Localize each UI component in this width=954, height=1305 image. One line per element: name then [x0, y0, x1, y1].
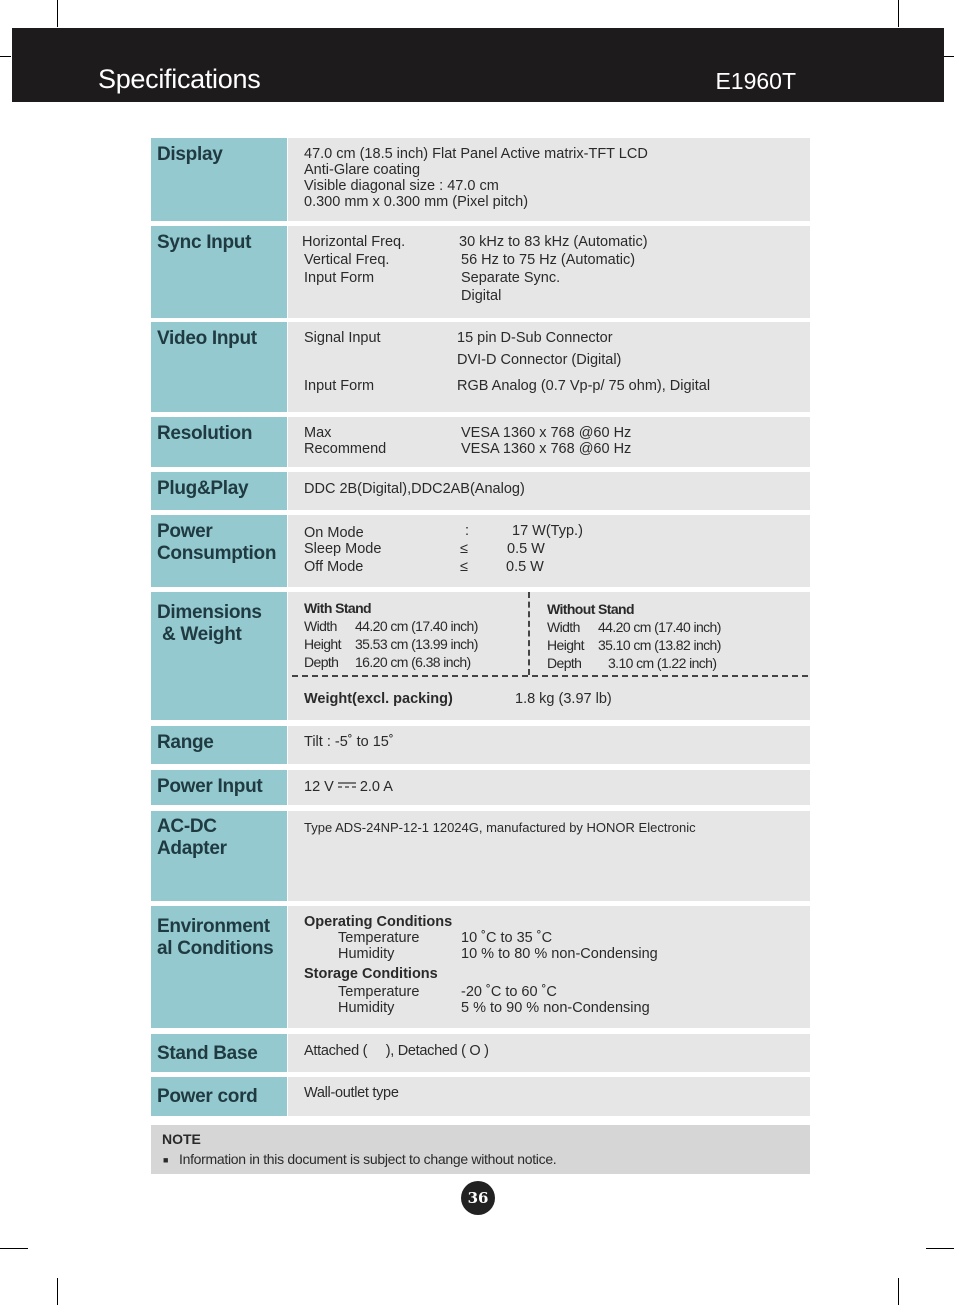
- spec-text: Anti-Glare coating: [304, 162, 421, 178]
- spec-key: Width: [304, 618, 337, 634]
- crop-mark: [898, 0, 899, 27]
- spec-value: 0.5 W: [506, 559, 544, 575]
- spec-key: Horizontal Freq.: [302, 234, 406, 250]
- spec-key: Input Form: [304, 378, 375, 394]
- spec-label: AC-DC Adapter: [151, 811, 287, 901]
- spec-content: [288, 138, 810, 221]
- spec-key: Signal Input: [304, 330, 381, 346]
- spec-value: DDC 2B(Digital),DDC2AB(Analog): [304, 481, 525, 497]
- spec-label: Power Consumption: [151, 515, 287, 587]
- crop-mark: [926, 1248, 954, 1249]
- spec-value: 30 kHz to 83 kHz (Automatic): [459, 234, 648, 250]
- spec-value: Type ADS-24NP-12-1 12024G, manufactured by HONOR Electronic: [304, 820, 696, 835]
- spec-key: Height: [547, 637, 584, 653]
- spec-value: Wall-outlet type: [304, 1085, 399, 1101]
- spec-value: 35.10 cm (13.82 inch): [598, 637, 721, 653]
- spec-value: DVI-D Connector (Digital): [457, 352, 622, 368]
- spec-value: VESA 1360 x 768 @60 Hz: [461, 425, 632, 441]
- spec-label: Dimensions & Weight: [151, 592, 287, 720]
- spec-label: Display: [151, 138, 287, 221]
- spec-key: Humidity: [338, 1000, 395, 1016]
- spec-key: Humidity: [338, 946, 395, 962]
- spec-label: Video Input: [151, 322, 287, 412]
- spec-key: Temperature: [338, 984, 420, 1000]
- spec-value: 17 W(Typ.): [512, 523, 583, 539]
- spec-text: 47.0 cm (18.5 inch) Flat Panel Active matrix-TFT LCD: [304, 146, 648, 162]
- spec-content: [288, 417, 810, 467]
- row-divider: [292, 675, 808, 677]
- spec-value: VESA 1360 x 768 @60 Hz: [461, 441, 632, 457]
- spec-label: Environment al Conditions: [151, 906, 287, 1028]
- spec-value: 44.20 cm (17.40 inch): [355, 618, 478, 634]
- spec-content: [288, 592, 810, 720]
- spec-key: Depth: [304, 654, 339, 670]
- current: 2.0 A: [359, 779, 393, 795]
- spec-row-environmental-conditions: [151, 906, 810, 1028]
- spec-symbol: :: [465, 523, 470, 539]
- spec-value: -20 ˚C to 60 ˚C: [461, 984, 557, 1000]
- spec-symbol: ≤: [460, 559, 468, 575]
- page-title: Specifications: [98, 64, 261, 94]
- spec-value: 16.20 cm (6.38 inch): [355, 654, 471, 670]
- spec-key: Temperature: [338, 930, 420, 946]
- spec-text: Visible diagonal size : 47.0 cm: [304, 178, 499, 194]
- spec-key: Off Mode: [304, 559, 364, 575]
- spec-content: [288, 906, 810, 1028]
- spec-value: 10 % to 80 % non-Condensing: [461, 946, 658, 962]
- spec-label: Range: [151, 726, 287, 764]
- spec-row-display: [151, 138, 810, 221]
- spec-content: [288, 472, 810, 510]
- spec-label: Power Input: [151, 770, 287, 805]
- crop-mark: [0, 56, 11, 57]
- spec-content: [288, 811, 810, 901]
- spec-row-ac-dc-adapter: [151, 811, 810, 901]
- spec-value: 3.10 cm (1.22 inch): [608, 655, 717, 671]
- spec-value: [304, 779, 393, 795]
- storage-conditions-title: Storage Conditions: [304, 966, 438, 982]
- note-title: NOTE: [162, 1131, 201, 1147]
- spec-symbol: ≤: [460, 541, 468, 557]
- spec-label: Stand Base: [151, 1034, 287, 1072]
- spec-row-range: [151, 726, 810, 764]
- spec-key: Depth: [547, 655, 582, 671]
- weight-value: 1.8 kg (3.97 lb): [515, 691, 612, 707]
- spec-row-dimensions: [151, 592, 810, 720]
- spec-value: 5 % to 90 % non-Condensing: [461, 1000, 650, 1016]
- spec-value: 0.5 W: [507, 541, 545, 557]
- page-header: [12, 28, 944, 102]
- page-number: 36: [461, 1181, 495, 1215]
- spec-value: Digital: [461, 288, 502, 304]
- column-divider: [528, 592, 530, 675]
- spec-key: Recommend: [304, 441, 387, 457]
- spec-key: Height: [304, 636, 341, 652]
- spec-key: Max: [304, 425, 332, 441]
- spec-row-power-input: [151, 770, 810, 805]
- spec-row-sync-input: [151, 226, 810, 318]
- spec-key: Width: [547, 619, 580, 635]
- spec-row-video-input: [151, 322, 810, 412]
- model-name: E1960T: [715, 68, 796, 94]
- spec-row-power-cord: [151, 1077, 810, 1116]
- note-box: [151, 1125, 810, 1174]
- crop-mark: [944, 56, 954, 57]
- without-stand-title: Without Stand: [547, 601, 634, 617]
- spec-key: On Mode: [304, 525, 364, 541]
- voltage: 12 V: [304, 779, 334, 795]
- spec-value: 15 pin D-Sub Connector: [457, 330, 613, 346]
- spec-content: [288, 322, 810, 412]
- spec-content: [288, 226, 810, 318]
- spec-value: Separate Sync.: [461, 270, 561, 286]
- weight-label: Weight(excl. packing): [304, 691, 453, 707]
- spec-key: Sleep Mode: [304, 541, 382, 557]
- spec-content: [288, 515, 810, 587]
- spec-value: Attached ( ), Detached ( O ): [304, 1043, 489, 1059]
- spec-key: Input Form: [304, 270, 375, 286]
- spec-row-plug-and-play: [151, 472, 810, 510]
- spec-label: Power cord: [151, 1077, 287, 1116]
- spec-label: Resolution: [151, 417, 287, 467]
- with-stand-title: With Stand: [304, 600, 371, 616]
- spec-row-resolution: [151, 417, 810, 467]
- crop-mark: [898, 1278, 899, 1305]
- crop-mark: [57, 0, 58, 27]
- note-text: Information in this document is subject to change without notice.: [179, 1151, 557, 1167]
- operating-conditions-title: Operating Conditions: [304, 914, 453, 930]
- spec-content: [288, 1077, 810, 1116]
- crop-mark: [0, 1248, 28, 1249]
- spec-row-power-consumption: [151, 515, 810, 587]
- spec-content: [288, 1034, 810, 1072]
- spec-text: 0.300 mm x 0.300 mm (Pixel pitch): [304, 194, 529, 210]
- dc-current-icon: [338, 781, 356, 789]
- spec-content: [288, 726, 810, 764]
- spec-row-stand-base: [151, 1034, 810, 1072]
- spec-label: Sync Input: [151, 226, 287, 318]
- spec-value: 10 ˚C to 35 ˚C: [461, 930, 553, 946]
- spec-value: 35.53 cm (13.99 inch): [355, 636, 478, 652]
- spec-value: RGB Analog (0.7 Vp-p/ 75 ohm), Digital: [457, 378, 711, 394]
- spec-value: 56 Hz to 75 Hz (Automatic): [461, 252, 636, 268]
- spec-value: Tilt : -5˚ to 15˚: [304, 734, 394, 750]
- spec-content: [288, 770, 810, 805]
- bullet-icon: ■: [163, 1155, 169, 1165]
- spec-key: Vertical Freq.: [304, 252, 390, 268]
- spec-value: 44.20 cm (17.40 inch): [598, 619, 721, 635]
- crop-mark: [57, 1278, 58, 1305]
- spec-label: Plug&Play: [151, 472, 287, 510]
